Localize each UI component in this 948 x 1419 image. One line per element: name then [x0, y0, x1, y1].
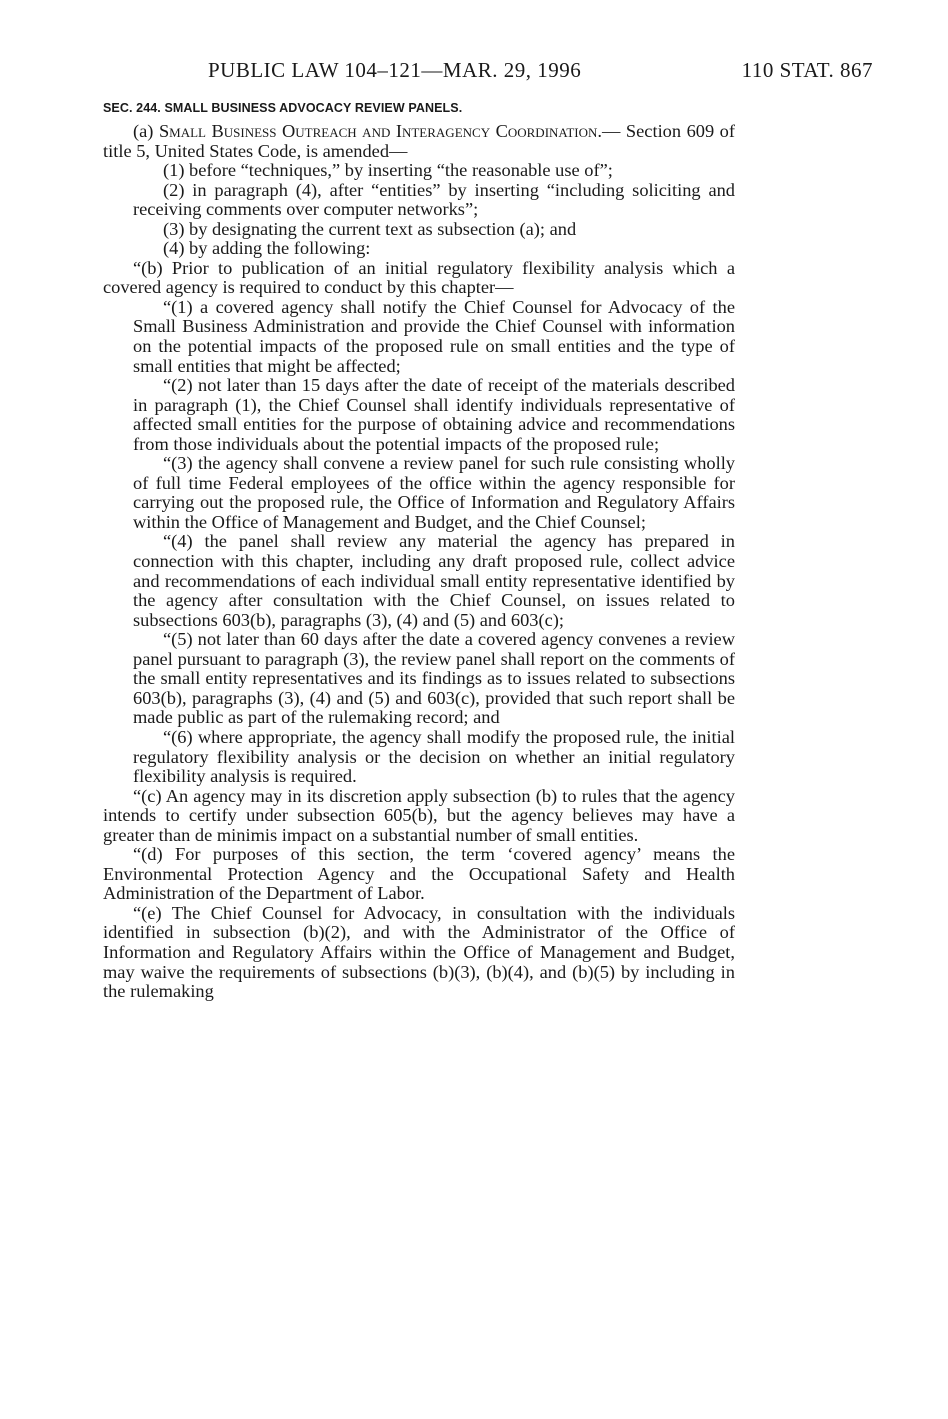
running-head: PUBLIC LAW 104–121—MAR. 29, 1996: [208, 58, 582, 82]
paragraph-3: (3) by designating the current text as subsection (a); and: [163, 218, 577, 239]
subsection-b-1: “(1) a covered agency shall notify the Chief Counsel for Advocacy of the Small Business Administration and provide the Chief Counsel with information on the potential impacts of the proposed rule on small entities and the type of small entities that might be affected;: [133, 296, 735, 376]
subsection-b-3: “(3) the agency shall convene a review panel for such rule consisting wholly of full time Federal employees of the office within the agency responsible for carrying out the proposed rule, the Office of Information and Regulatory Affairs within the Office of Management and Budget, and the Chief Counsel;: [133, 453, 735, 532]
document-body: [103, 100, 735, 1002]
subsection-a: [103, 122, 735, 161]
section-title: SEC. 244. SMALL BUSINESS ADVOCACY REVIEW PANELS.: [103, 101, 463, 115]
subsection-a-heading: Small Business Outreach and Interagency Coordination: [158, 121, 598, 141]
subsection-b-2: “(2) not later than 15 days after the date of receipt of the materials described in paragraph (1), the Chief Counsel shall identify individuals representative of affected small entities for the purpose of obtaining advice and recommendations from those individuals about the potential impacts of the proposed rule;: [133, 375, 735, 454]
paragraph-4: (4) by adding the following:: [163, 238, 371, 259]
subsection-a-label: (a): [133, 121, 154, 141]
subsection-b-intro: “(b) Prior to publication of an initial regulatory flexibility analysis which a covered agency is required to conduct by this chapter—: [103, 257, 735, 298]
subsection-e: “(e) The Chief Counsel for Advocacy, in consultation with the individuals identified in subsection (b)(2), and with the Administrator of the Office of Information and Regulatory Affairs within the Office of Management and Budget, may waive the requirements of subsections (b)(3), (b)(4), and (b)(5) by including in the rulemaking: [103, 902, 735, 1002]
subsection-d: “(d) For purposes of this section, the term ‘covered agency’ means the Environmental Protection Agency and the Occupational Safety and Health Administration of the Department of Labor.: [103, 844, 735, 904]
subsection-b-5: “(5) not later than 60 days after the date a covered agency convenes a review panel pursuant to paragraph (3), the review panel shall report on the comments of the small entity representatives and its findings as to issues related to subsections 603(b), paragraphs (3), (4) and (5) and 603(c), provided that such report shall be made public as part of the rulemaking record; and: [133, 629, 735, 728]
subsection-a-text: .— Section 609 of title 5, United States Code, is amended—: [103, 121, 735, 161]
paragraph-1: (1) before “techniques,” by inserting “the reasonable use of”;: [163, 160, 613, 181]
page-header: [208, 58, 873, 84]
subsection-b-4: “(4) the panel shall review any material the agency has prepared in connection with this chapter, including any draft proposed rule, collect advice and recommendations of each individual small entity representative identified by the agency after consultation with the Chief Counsel, on issues related to subsections 603(b), paragraphs (3), (4) and (5) and 603(c);: [133, 531, 735, 630]
statute-citation: 110 STAT. 867: [741, 58, 873, 82]
subsection-c: “(c) An agency may in its discretion apply subsection (b) to rules that the agency intends to certify under subsection 605(b), but the agency believes may have a greater than de minimis impact on a substantial number of small entities.: [103, 785, 735, 845]
subsection-b-6: “(6) where appropriate, the agency shall modify the proposed rule, the initial regulatory flexibility analysis or the decision on whether an initial regulatory flexibility analysis is required.: [133, 726, 735, 787]
paragraph-2: (2) in paragraph (4), after “entities” by inserting “including soliciting and receiving comments over computer networks”;: [133, 179, 735, 220]
